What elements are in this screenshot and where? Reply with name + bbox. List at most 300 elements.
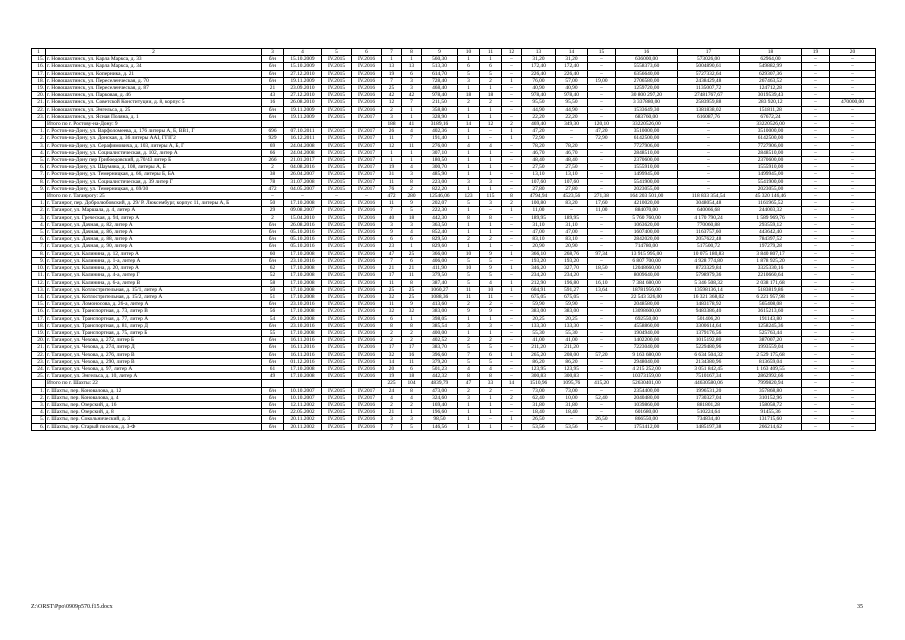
table-cell: 2842020,00 [616, 236, 678, 243]
table-cell: б/н [262, 70, 284, 77]
table-cell: 20 [382, 365, 402, 372]
table-cell: 1 [458, 171, 480, 178]
table-cell: 7. [32, 171, 46, 178]
table-cell: IV.2016 [352, 329, 382, 336]
table-cell: 310152,96 [740, 394, 802, 401]
table-cell: 15.10.2009 [284, 56, 322, 63]
table-cell: – [802, 178, 830, 185]
table-cell: 2 [480, 337, 502, 344]
table-cell: 10.10.2007 [284, 394, 322, 401]
table-cell: 52 [262, 272, 284, 279]
table-cell: 31,20 [556, 56, 588, 63]
table-cell: 2848510,00 [740, 149, 802, 156]
table-cell: 10,00 [556, 394, 588, 401]
table-cell: 5 [402, 207, 422, 214]
table-cell: 55,30 [522, 329, 556, 336]
table-cell: – [802, 185, 830, 192]
table-cell: 4 [480, 142, 502, 149]
table-cell: 27481767,67 [678, 92, 740, 99]
table-cell: IV.2015 [322, 178, 352, 185]
table-cell: 27,50 [556, 164, 588, 171]
table-cell: – [588, 257, 616, 264]
table-cell: – [830, 142, 876, 149]
table-cell: 78 [262, 178, 284, 185]
table-cell: г. Ростов-на-Дону, ул. Темерницкая, д. 66, литеры Б, БА [46, 171, 262, 178]
table-cell: – [830, 214, 876, 221]
table-cell: 20. [32, 92, 46, 99]
table-cell: IV.2015 [322, 373, 352, 380]
table-row [32, 387, 876, 394]
table-cell: IV.2016 [352, 308, 382, 315]
table-cell: 5727332,64 [678, 70, 740, 77]
table-cell: 62964,00 [740, 56, 802, 63]
table-cell: 7 [402, 99, 422, 106]
table-cell: 1 [502, 128, 522, 135]
table-cell: 17.10.2008 [284, 200, 322, 207]
table-row [32, 286, 876, 293]
table-cell [32, 121, 46, 128]
table-cell: – [588, 214, 616, 221]
table-cell: 47,00 [556, 229, 588, 236]
table-row [32, 351, 876, 358]
table-cell: IV.2016 [352, 106, 382, 113]
table-cell: г. Ростов-на-Дону, ул. Серафимовича, д. 103, литеры А, Б, Г [46, 142, 262, 149]
table-cell: – [802, 77, 830, 84]
table-cell: – [830, 113, 876, 120]
table-cell: 20,90 [522, 243, 556, 250]
table-row [32, 337, 876, 344]
table-cell: 3 [480, 200, 502, 207]
table-row [32, 92, 876, 99]
table-cell: 11 [402, 142, 422, 149]
table-cell: – [352, 193, 382, 200]
table-cell: 7 [382, 423, 402, 430]
table-cell: 8. [32, 250, 46, 257]
table-cell: – [262, 193, 284, 200]
table-cell: 2862992,66 [740, 373, 802, 380]
table-cell: 18,40 [556, 409, 588, 416]
table-cell: – [802, 394, 830, 401]
table-cell: 69 [262, 142, 284, 149]
table-cell: 4 [402, 394, 422, 401]
table-row [32, 308, 876, 315]
table-cell: 9 [458, 308, 480, 315]
table-cell: 3. [32, 142, 46, 149]
table-cell: г. Таганрог, ул. Дачная, д. 90, литер А [46, 243, 262, 250]
table-cell: 189,95 [522, 214, 556, 221]
table-cell: 7727906,00 [740, 142, 802, 149]
table-cell: – [502, 221, 522, 228]
table-cell: 2 [382, 329, 402, 336]
table-cell: IV.2016 [352, 358, 382, 365]
table-cell: 402,52 [422, 337, 458, 344]
table-cell: 58 [262, 279, 284, 286]
table-cell: 124712,28 [740, 85, 802, 92]
table-cell: – [802, 416, 830, 423]
table-cell: – [678, 121, 740, 128]
table-cell: 411,90 [422, 265, 458, 272]
table-cell: – [502, 56, 522, 63]
table-cell: 18,40 [522, 409, 556, 416]
table-cell: – [502, 214, 522, 221]
table-cell: 636000,00 [616, 56, 678, 63]
table-cell: – [588, 85, 616, 92]
table-cell: 5 760 760,00 [616, 214, 678, 221]
table-cell: 1485197,38 [678, 423, 740, 430]
table-cell: 19. [32, 329, 46, 336]
column-header: 9 [422, 49, 458, 56]
table-cell: IV.2015 [322, 351, 352, 358]
table-cell: 1 [458, 185, 480, 192]
table-cell: 11 [382, 135, 402, 142]
table-cell: г. Таганрог, ул. Калинина, д. 20, литер А [46, 265, 262, 272]
table-cell: 11. [32, 272, 46, 279]
table-cell: 266214,62 [740, 423, 802, 430]
table-cell: – [802, 128, 830, 135]
table-cell: – [588, 63, 616, 70]
table-cell: 9. [32, 185, 46, 192]
table-cell: 692550,00 [616, 315, 678, 322]
table-cell: 601680,00 [616, 409, 678, 416]
table-cell: 12.11.2002 [284, 401, 322, 408]
subtotal-row [32, 380, 876, 387]
table-cell: 17 [402, 344, 422, 351]
table-cell: 15. [32, 301, 46, 308]
table-cell: 52,40 [588, 394, 616, 401]
table-cell: 55 [262, 329, 284, 336]
table-cell: 27,50 [522, 164, 556, 171]
table-cell: – [588, 236, 616, 243]
table-cell: 2. [32, 394, 46, 401]
table-cell: 852,40 [422, 229, 458, 236]
table-cell: – [802, 373, 830, 380]
table-cell: – [588, 178, 616, 185]
table-row [32, 135, 876, 142]
table-cell: 1 [458, 315, 480, 322]
table-cell: 11,00 [588, 207, 616, 214]
table-cell: 7223040,00 [616, 344, 678, 351]
table-cell: – [802, 92, 830, 99]
table-cell: IV.2015 [322, 243, 352, 250]
table-cell: 12546,06 [422, 193, 458, 200]
table-cell: 13 [382, 63, 402, 70]
table-cell: IV.2015 [322, 279, 352, 286]
table-cell: 146,56 [422, 423, 458, 430]
table-cell: 59,90 [522, 301, 556, 308]
table-cell: – [588, 337, 616, 344]
table-cell: 1483178,92 [678, 301, 740, 308]
table-cell: 211,20 [556, 344, 588, 351]
table-cell: 6. [32, 236, 46, 243]
table-cell: 978,40 [522, 92, 556, 99]
table-cell: – [802, 286, 830, 293]
table-row [32, 128, 876, 135]
table-cell: 4. [32, 409, 46, 416]
table-cell: 3 [458, 178, 480, 185]
table-cell: IV.2016 [352, 265, 382, 272]
table-cell: – [502, 257, 522, 264]
table-row [32, 85, 876, 92]
table-cell: 17.10.2008 [284, 373, 322, 380]
table-cell: 31 [382, 171, 402, 178]
table-cell: 44,90 [522, 106, 556, 113]
table-cell: 3 [402, 221, 422, 228]
table-cell: г. Новошахтинск, ул. Переселенческая, д. 87 [46, 85, 262, 92]
table-cell: 8 [480, 214, 502, 221]
table-cell: 6 [402, 236, 422, 243]
table-row [32, 207, 876, 214]
table-cell: 1 [480, 221, 502, 228]
table-cell: г. Таганрог, ул. Маршала, д. 4, литер А [46, 207, 262, 214]
table-cell: Итого по г. Таганрогу: 25 [46, 193, 262, 200]
table-cell: – [502, 387, 522, 394]
column-header: 20 [830, 49, 876, 56]
table-cell: 866550,00 [616, 416, 678, 423]
table-cell: 1163757,60 [678, 229, 740, 236]
table-cell: – [802, 351, 830, 358]
table-cell: – [678, 135, 740, 142]
table-cell: – [830, 344, 876, 351]
table-cell: – [502, 308, 522, 315]
table-cell: IV.2015 [322, 365, 352, 372]
table-cell: – [830, 106, 876, 113]
table-cell: 300,70 [422, 164, 458, 171]
table-cell: 17.10.2008 [284, 272, 322, 279]
table-cell: 1 [458, 128, 480, 135]
table-row [32, 315, 876, 322]
column-header: 3 [262, 49, 284, 56]
table-cell: 1 [480, 85, 502, 92]
table-cell: IV.2015 [322, 322, 352, 329]
table-cell: – [588, 164, 616, 171]
table-cell: IV.2015 [322, 142, 352, 149]
table-cell: – [802, 121, 830, 128]
table-cell: 10 [458, 265, 480, 272]
table-cell: IV.2015 [322, 394, 352, 401]
table-cell: 1 [502, 286, 522, 293]
table-cell: 15.04.2010 [284, 214, 322, 221]
table-cell: б/н [262, 106, 284, 113]
table-cell: IV.2016 [352, 63, 382, 70]
table-cell: 17.10.2008 [284, 308, 322, 315]
table-cell: 1 [480, 409, 502, 416]
table-row [32, 113, 876, 120]
table-cell: 591,27 [556, 286, 588, 293]
table-cell: 9 [382, 229, 402, 236]
table-cell: 17 [382, 272, 402, 279]
table-cell: – [480, 207, 502, 214]
table-cell: 24.04.2008 [284, 142, 322, 149]
table-cell: – [830, 416, 876, 423]
column-header: 4 [284, 49, 322, 56]
table-cell: – [802, 193, 830, 200]
table-cell: 131715,60 [740, 416, 802, 423]
table-cell: 19 [382, 373, 402, 380]
table-cell: IV.2017 [352, 185, 382, 192]
table-cell: 6 [480, 351, 502, 358]
table-cell: 1 [480, 113, 502, 120]
table-cell: 30 800 297,20 [616, 92, 678, 99]
table-cell: 193,20 [556, 257, 588, 264]
table-cell: 20.11.2002 [284, 423, 322, 430]
table-cell: 6. [32, 164, 46, 171]
table-cell: 197279,28 [740, 243, 802, 250]
table-cell: 2057622,48 [678, 236, 740, 243]
table-cell: – [678, 142, 740, 149]
table-cell: 13,10 [556, 171, 588, 178]
table-cell: 6142500,00 [616, 135, 678, 142]
table-cell: 1 [458, 85, 480, 92]
table-cell: – [588, 293, 616, 300]
table-cell: – [502, 185, 522, 192]
table-cell: 29.10.2008 [284, 315, 322, 322]
table-row [32, 279, 876, 286]
table-cell: г. Новошахтинск, ул. Советской Конституции, д. 8, корпус 5 [46, 99, 262, 106]
table-cell: 5. [32, 157, 46, 164]
table-cell: 2023055,00 [740, 185, 802, 192]
table-cell: – [802, 207, 830, 214]
table-cell: 6 221 957,98 [740, 293, 802, 300]
table-cell: 7 [382, 77, 402, 84]
table-cell: 42 [402, 92, 422, 99]
table-cell: 266 [262, 157, 284, 164]
table-cell: 17. [32, 70, 46, 77]
table-cell: 398,05 [422, 315, 458, 322]
table-cell: 510224,64 [678, 409, 740, 416]
table-cell: 5 [458, 70, 480, 77]
table-cell: 4. [32, 149, 46, 156]
table-cell: 4 [458, 142, 480, 149]
table-cell: 6142500,00 [740, 135, 802, 142]
table-cell: 83,20 [556, 200, 588, 207]
table-cell: – [502, 344, 522, 351]
table-cell: 549882,99 [740, 63, 802, 70]
table-cell: 20.11.2002 [284, 416, 322, 423]
table-cell: 1088,36 [422, 293, 458, 300]
table-cell: 1 [382, 149, 402, 156]
table-cell: 5541900,00 [616, 178, 678, 185]
table-cell: 2 [402, 185, 422, 192]
table-cell: 10 [458, 250, 480, 257]
table-cell: – [802, 423, 830, 430]
table-cell: 212,90 [522, 279, 556, 286]
table-cell: 23.10.2016 [284, 257, 322, 264]
table-cell: г. Новошахтинск, ул. Ясная Поляна, д. 1 [46, 113, 262, 120]
table-cell: 226,40 [522, 70, 556, 77]
table-cell: 5 [480, 344, 502, 351]
table-cell: г. Таганрог, ул. Чехова, д. 97, литер А [46, 365, 262, 372]
table-cell: г. Новошахтинск, ул. Энгельса, д. 25 [46, 106, 262, 113]
table-cell: – [802, 279, 830, 286]
table-cell: 13098600,00 [616, 308, 678, 315]
table-cell: 9. [32, 257, 46, 264]
table-cell: 5 [480, 358, 502, 365]
table-cell: – [802, 401, 830, 408]
table-cell: 4. [32, 221, 46, 228]
table-cell: 15.10.2009 [284, 63, 322, 70]
table-cell: 3 [402, 85, 422, 92]
table-cell: 16 321 368,02 [678, 293, 740, 300]
table-cell: 1996531,20 [678, 387, 740, 394]
table-cell: 1259720,00 [616, 85, 678, 92]
table-cell: – [830, 308, 876, 315]
table-cell: 23 [382, 243, 402, 250]
table-cell: 46,70 [522, 149, 556, 156]
table-cell: 1499945,00 [616, 171, 678, 178]
table-cell: г. Шахты, пер. Коновалова, д. 4 [46, 394, 262, 401]
table-cell: 4523,56 [556, 193, 588, 200]
table-cell: 1. [32, 200, 46, 207]
table-cell: 7 [402, 135, 422, 142]
table-cell: 169,40 [422, 401, 458, 408]
table-cell: 442,30 [422, 214, 458, 221]
table-row [32, 322, 876, 329]
table-cell: г. Новошахтинск, ул. Коперника, д. 21 [46, 70, 262, 77]
table-cell: 4210020,00 [616, 200, 678, 207]
table-cell: – [802, 214, 830, 221]
table-cell: IV.2015 [322, 214, 352, 221]
table-cell: – [830, 279, 876, 286]
column-header: 8 [402, 49, 422, 56]
table-cell: – [802, 106, 830, 113]
table-cell: – [588, 387, 616, 394]
table-cell: 1015192,80 [678, 337, 740, 344]
table-cell: 6 [480, 63, 502, 70]
table-cell: 20,25 [556, 315, 588, 322]
table-cell: 3 [402, 416, 422, 423]
table-cell: 76 [382, 185, 402, 192]
table-cell: – [830, 401, 876, 408]
table-cell: 3 [382, 221, 402, 228]
table-cell: – [678, 128, 740, 135]
table-cell: – [830, 164, 876, 171]
table-cell: IV.2015 [322, 229, 352, 236]
table-cell: 2 [502, 200, 522, 207]
table-cell: 560,30 [422, 56, 458, 63]
table-cell: – [802, 301, 830, 308]
table-cell: IV.2016 [352, 70, 382, 77]
table-cell: 32 [402, 308, 422, 315]
table-cell: – [588, 185, 616, 192]
table-cell: – [556, 128, 588, 135]
table-cell: – [830, 56, 876, 63]
table-cell: 1499945,00 [740, 171, 802, 178]
table-cell: г. Шахты, пер. Старый поселок, д. 3-Ф [46, 423, 262, 430]
table-cell: б/н [262, 56, 284, 63]
table-cell: 9 163 680,00 [616, 351, 678, 358]
table-cell: 468,40 [422, 85, 458, 92]
table-cell [322, 380, 352, 387]
table-cell: – [502, 272, 522, 279]
table-cell: 1 [382, 157, 402, 164]
table-cell: 813659,04 [740, 358, 802, 365]
table-cell: 14 [502, 380, 522, 387]
table-cell: 8 [480, 373, 502, 380]
table-cell: – [588, 92, 616, 99]
table-cell: – [802, 308, 830, 315]
table-cell: 3325330,16 [740, 265, 802, 272]
table-cell: 978,40 [422, 92, 458, 99]
table-cell: 4558860,00 [616, 322, 678, 329]
table-row [32, 423, 876, 430]
table-cell: 78,20 [522, 142, 556, 149]
table-cell: IV.2016 [352, 279, 382, 286]
table-cell: 66 [262, 149, 284, 156]
table-cell: – [588, 243, 616, 250]
table-cell: 40 [382, 214, 402, 221]
table-cell: 6 [402, 257, 422, 264]
table-cell: IV.2016 [352, 337, 382, 344]
